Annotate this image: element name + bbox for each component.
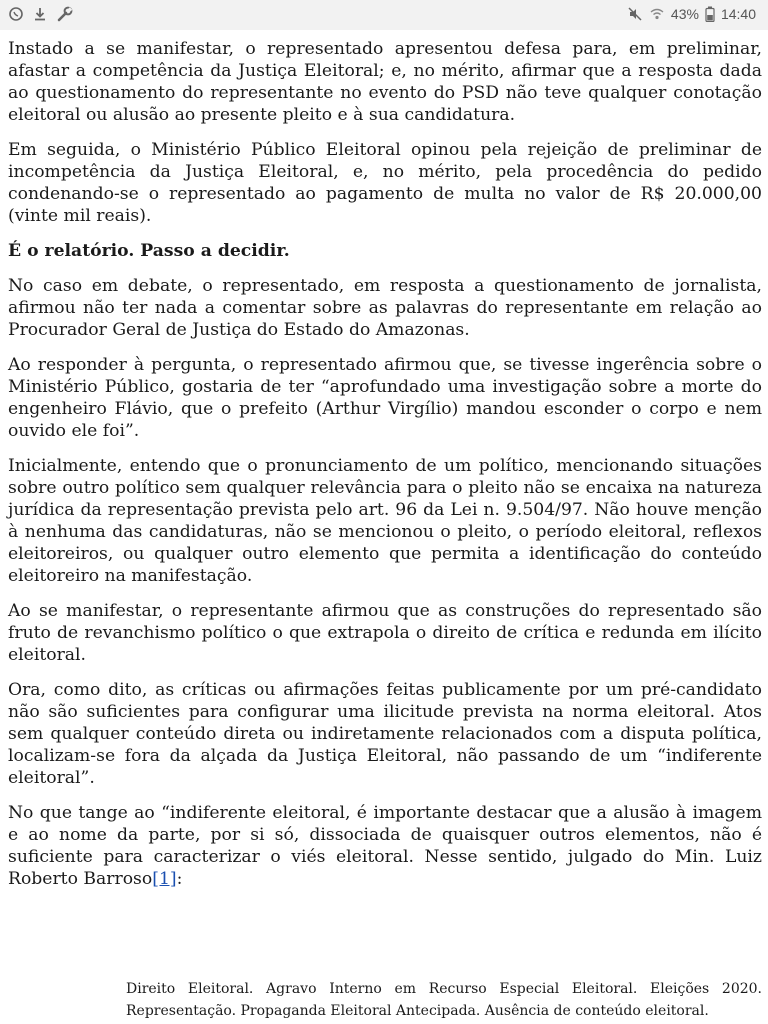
whatsapp-icon: [8, 6, 24, 22]
battery-percent: 43%: [670, 6, 699, 22]
footnote-link[interactable]: [1]: [152, 869, 177, 889]
status-left-icons: [8, 5, 74, 23]
document-body: [8, 38, 762, 903]
paragraph: Inicialmente, entendo que o pronunciamento de um político, mencionando situações sobre outro político sem qualquer relevância para o pleito não se encaixa na natureza jurídica da representação prevista pelo art. 96 da Lei n. 9.504/97. Não houve menção à nenhuma das candidaturas, não se mencionou o pleito, o período eleitoral, reflexos eleitoreiros, ou qualquer outro elemento que permita a identificação do conteúdo eleitoreiro na manifestação.: [8, 456, 762, 586]
paragraph: Ora, como dito, as críticas ou afirmações feitas publicamente por um pré-candidato não são suficientes para configurar uma ilicitude prevista na norma eleitoral. Atos sem qualquer conteúdo direta ou indiretamente relacionados com a disputa política, localizam-se fora da alçada da Justiça Eleitoral, não passando de um “indiferente eleitoral”.: [8, 680, 762, 788]
paragraph: Instado a se manifestar, o representado apresentou defesa para, em preliminar, afastar a competência da Justiça Eleitoral; e, no mérito, afirmar que a resposta dada ao questionamento do representante no evento do PSD não teve qualquer conotação eleitoral ou alusão ao presente pleito e à sua candidatura.: [8, 39, 762, 125]
wifi-icon: [649, 6, 665, 22]
battery-icon: [705, 6, 715, 22]
status-bar: [0, 0, 768, 30]
section-heading: É o relatório. Passo a decidir.: [8, 241, 290, 261]
clock: 14:40: [720, 6, 756, 22]
paragraph-suffix: :: [176, 869, 183, 889]
mute-icon: [627, 6, 643, 22]
status-right: [627, 6, 756, 22]
paragraph: Em seguida, o Ministério Público Eleitoral opinou pela rejeição de preliminar de incompetência da Justiça Eleitoral, e, no mérito, pela procedência do pedido condenando-se o representado ao pagamento de multa no valor de R$ 20.000,00 (vinte mil reais).: [8, 140, 762, 226]
wrench-icon: [56, 5, 74, 23]
paragraph: No caso em debate, o representado, em resposta a questionamento de jornalista, afirmou não ter nada a comentar sobre as palavras do representante em relação ao Procurador Geral de Justiça do Estado do Amazonas.: [8, 276, 762, 340]
paragraph-with-footnote: [8, 802, 762, 890]
paragraph: Ao se manifestar, o representante afirmou que as construções do representado são fruto de revanchismo político o que extrapola o direito de crítica e redunda em ilícito eleitoral.: [8, 601, 762, 665]
download-icon: [32, 6, 48, 22]
paragraph-text: No que tange ao “indiferente eleitoral, é importante destacar que a alusão à imagem e ao nome da parte, por si só, dissociada de quaisquer outros elementos, não é suficiente para caracterizar o viés eleitoral. Nesse sentido, julgado do Min. Luiz Roberto Barroso: [8, 803, 762, 889]
paragraph: Ao responder à pergunta, o representado afirmou que, se tivesse ingerência sobre o Ministério Público, gostaria de ter “aprofundado uma investigação sobre a morte do engenheiro Flávio, que o prefeito (Arthur Virgílio) mandou esconder o corpo e nem ouvido ele foi”.: [8, 355, 762, 441]
quoted-excerpt: Direito Eleitoral. Agravo Interno em Recurso Especial Eleitoral. Eleições 2020. Representação. Propaganda Eleitoral Antecipada. Ausência de conteúdo eleitoral.: [126, 981, 762, 1019]
